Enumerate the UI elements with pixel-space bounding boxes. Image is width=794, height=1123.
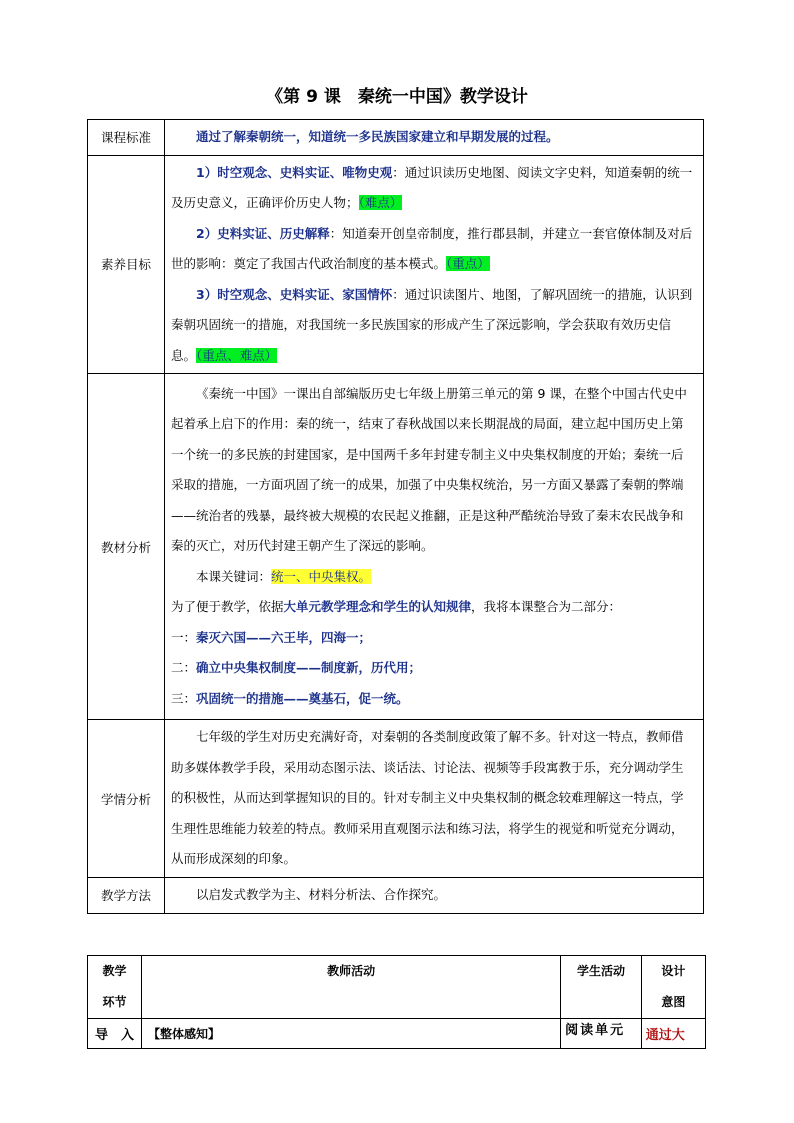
- row-label-material: 教材分析: [88, 374, 165, 720]
- row-content-material: [165, 374, 704, 720]
- goal-3-tag: （重点、难点）: [196, 347, 278, 363]
- row-label-goals: 素养目标: [88, 155, 165, 374]
- cell-teacher: 【整体感知】: [142, 1019, 561, 1049]
- table-row-material: [88, 374, 704, 720]
- goal-1-tag: （难点）: [358, 195, 403, 210]
- cell-design: 通过大: [641, 1019, 705, 1049]
- goal-3: 3）时空观念、史料实证、家国情怀：通过识读图片、地图，了解巩固统一的措施，认识到秦朝巩固统一的措施，对我国统一多民族国家的形成产生了深远影响，学会获取有效历史信息。（重点、难点）: [171, 286, 693, 363]
- material-section-3: 三：巩固统一的措施——奠基石，促一统。: [171, 690, 409, 706]
- design-table: [87, 119, 704, 914]
- material-keywords: 本课关键词：统一、中央集权。: [196, 568, 372, 584]
- keywords-highlight: 统一、中央集权。: [271, 568, 372, 584]
- header-stage: 教学 环节: [88, 956, 142, 1019]
- row-content-goals: [165, 155, 704, 374]
- row-label-standard: 课程标准: [88, 120, 165, 156]
- row-content-method: [165, 878, 704, 914]
- goal-2: 2）史料实证、历史解释：知道秦开创皇帝制度，推行郡县制，并建立一套官僚体制及对后世的影响：奠定了我国古代政治制度的基本模式。（重点）: [171, 225, 693, 271]
- table-row-students: [88, 720, 704, 878]
- material-paragraph: 《秦统一中国》一课出自部编版历史七年级上册第三单元的第 9 课，在整个中国古代史中起着承上启下的作用：秦的统一，结束了春秋战国以来长期混战的局面，建立起中国历史上第一个统一的多民族的封建国家，是中国两千多年封建专制主义中央集权制度的开始；秦统一后采取的措施，一方面巩固了统一的成果，加强了中央集权统治，另一方面又暴露了秦朝的弊端——统治者的残暴，最终被大规模的农民起义推翻，正是这种严酷统治导致了秦末农民战争和秦的灭亡，对历代封建王朝产生了深远的影响。: [171, 385, 687, 554]
- row-content-standard: [165, 120, 704, 156]
- header-design: 设计 意图: [641, 956, 705, 1019]
- method-text: 以启发式教学为主、材料分析法、合作探究。: [196, 887, 447, 902]
- row-label-method: 教学方法: [88, 878, 165, 914]
- table-row-method: [88, 878, 704, 914]
- goal-2-tag: （重点）: [446, 256, 490, 271]
- process-header-row: [88, 956, 706, 1019]
- cell-student: 阅读单元: [561, 1019, 642, 1049]
- students-text: 七年级的学生对历史充满好奇，对秦朝的各类制度政策了解不多。针对这一特点，教师借助多媒体教学手段，采用动态图示法、谈话法、讨论法、视频等手段寓教于乐，充分调动学生的积极性，从而达到掌握知识的目的。针对专制主义中央集权制的概念较难理解这一特点，学生理性思维能力较差的特点。教师采用直观图示法和练习法，将学生的视觉和听觉充分调动，从而形成深刻的印象。: [171, 729, 684, 867]
- header-teacher: 教师活动: [142, 956, 561, 1019]
- page-title: 《第 9 课 秦统一中国》教学设计: [266, 87, 528, 107]
- material-section-2: 二：确立中央集权制度——制度新，历代用；: [171, 660, 422, 676]
- material-structure-intro: 为了便于教学，依据大单元教学理念和学生的认知规律，我将本课整合为二部分：: [171, 599, 622, 615]
- table-row-standard: [88, 120, 704, 156]
- cell-stage: 导 入: [88, 1019, 142, 1049]
- row-label-students: 学情分析: [88, 720, 165, 878]
- table-row-goals: [88, 155, 704, 374]
- header-student: 学生活动: [561, 956, 642, 1019]
- process-row-intro: [88, 1019, 706, 1049]
- process-table: [87, 955, 706, 1049]
- row-content-students: [165, 720, 704, 878]
- standard-text: 通过了解秦朝统一，知道统一多民族国家建立和早期发展的过程。: [196, 129, 559, 144]
- goal-1: 1）时空观念、史料实证、唯物史观：通过识读历史地图、阅读文字史料，知道秦朝的统一及历史意义，正确评价历史人物；（难点）: [171, 164, 693, 210]
- material-section-1: 一：秦灭六国——六王毕，四海一；: [171, 629, 372, 645]
